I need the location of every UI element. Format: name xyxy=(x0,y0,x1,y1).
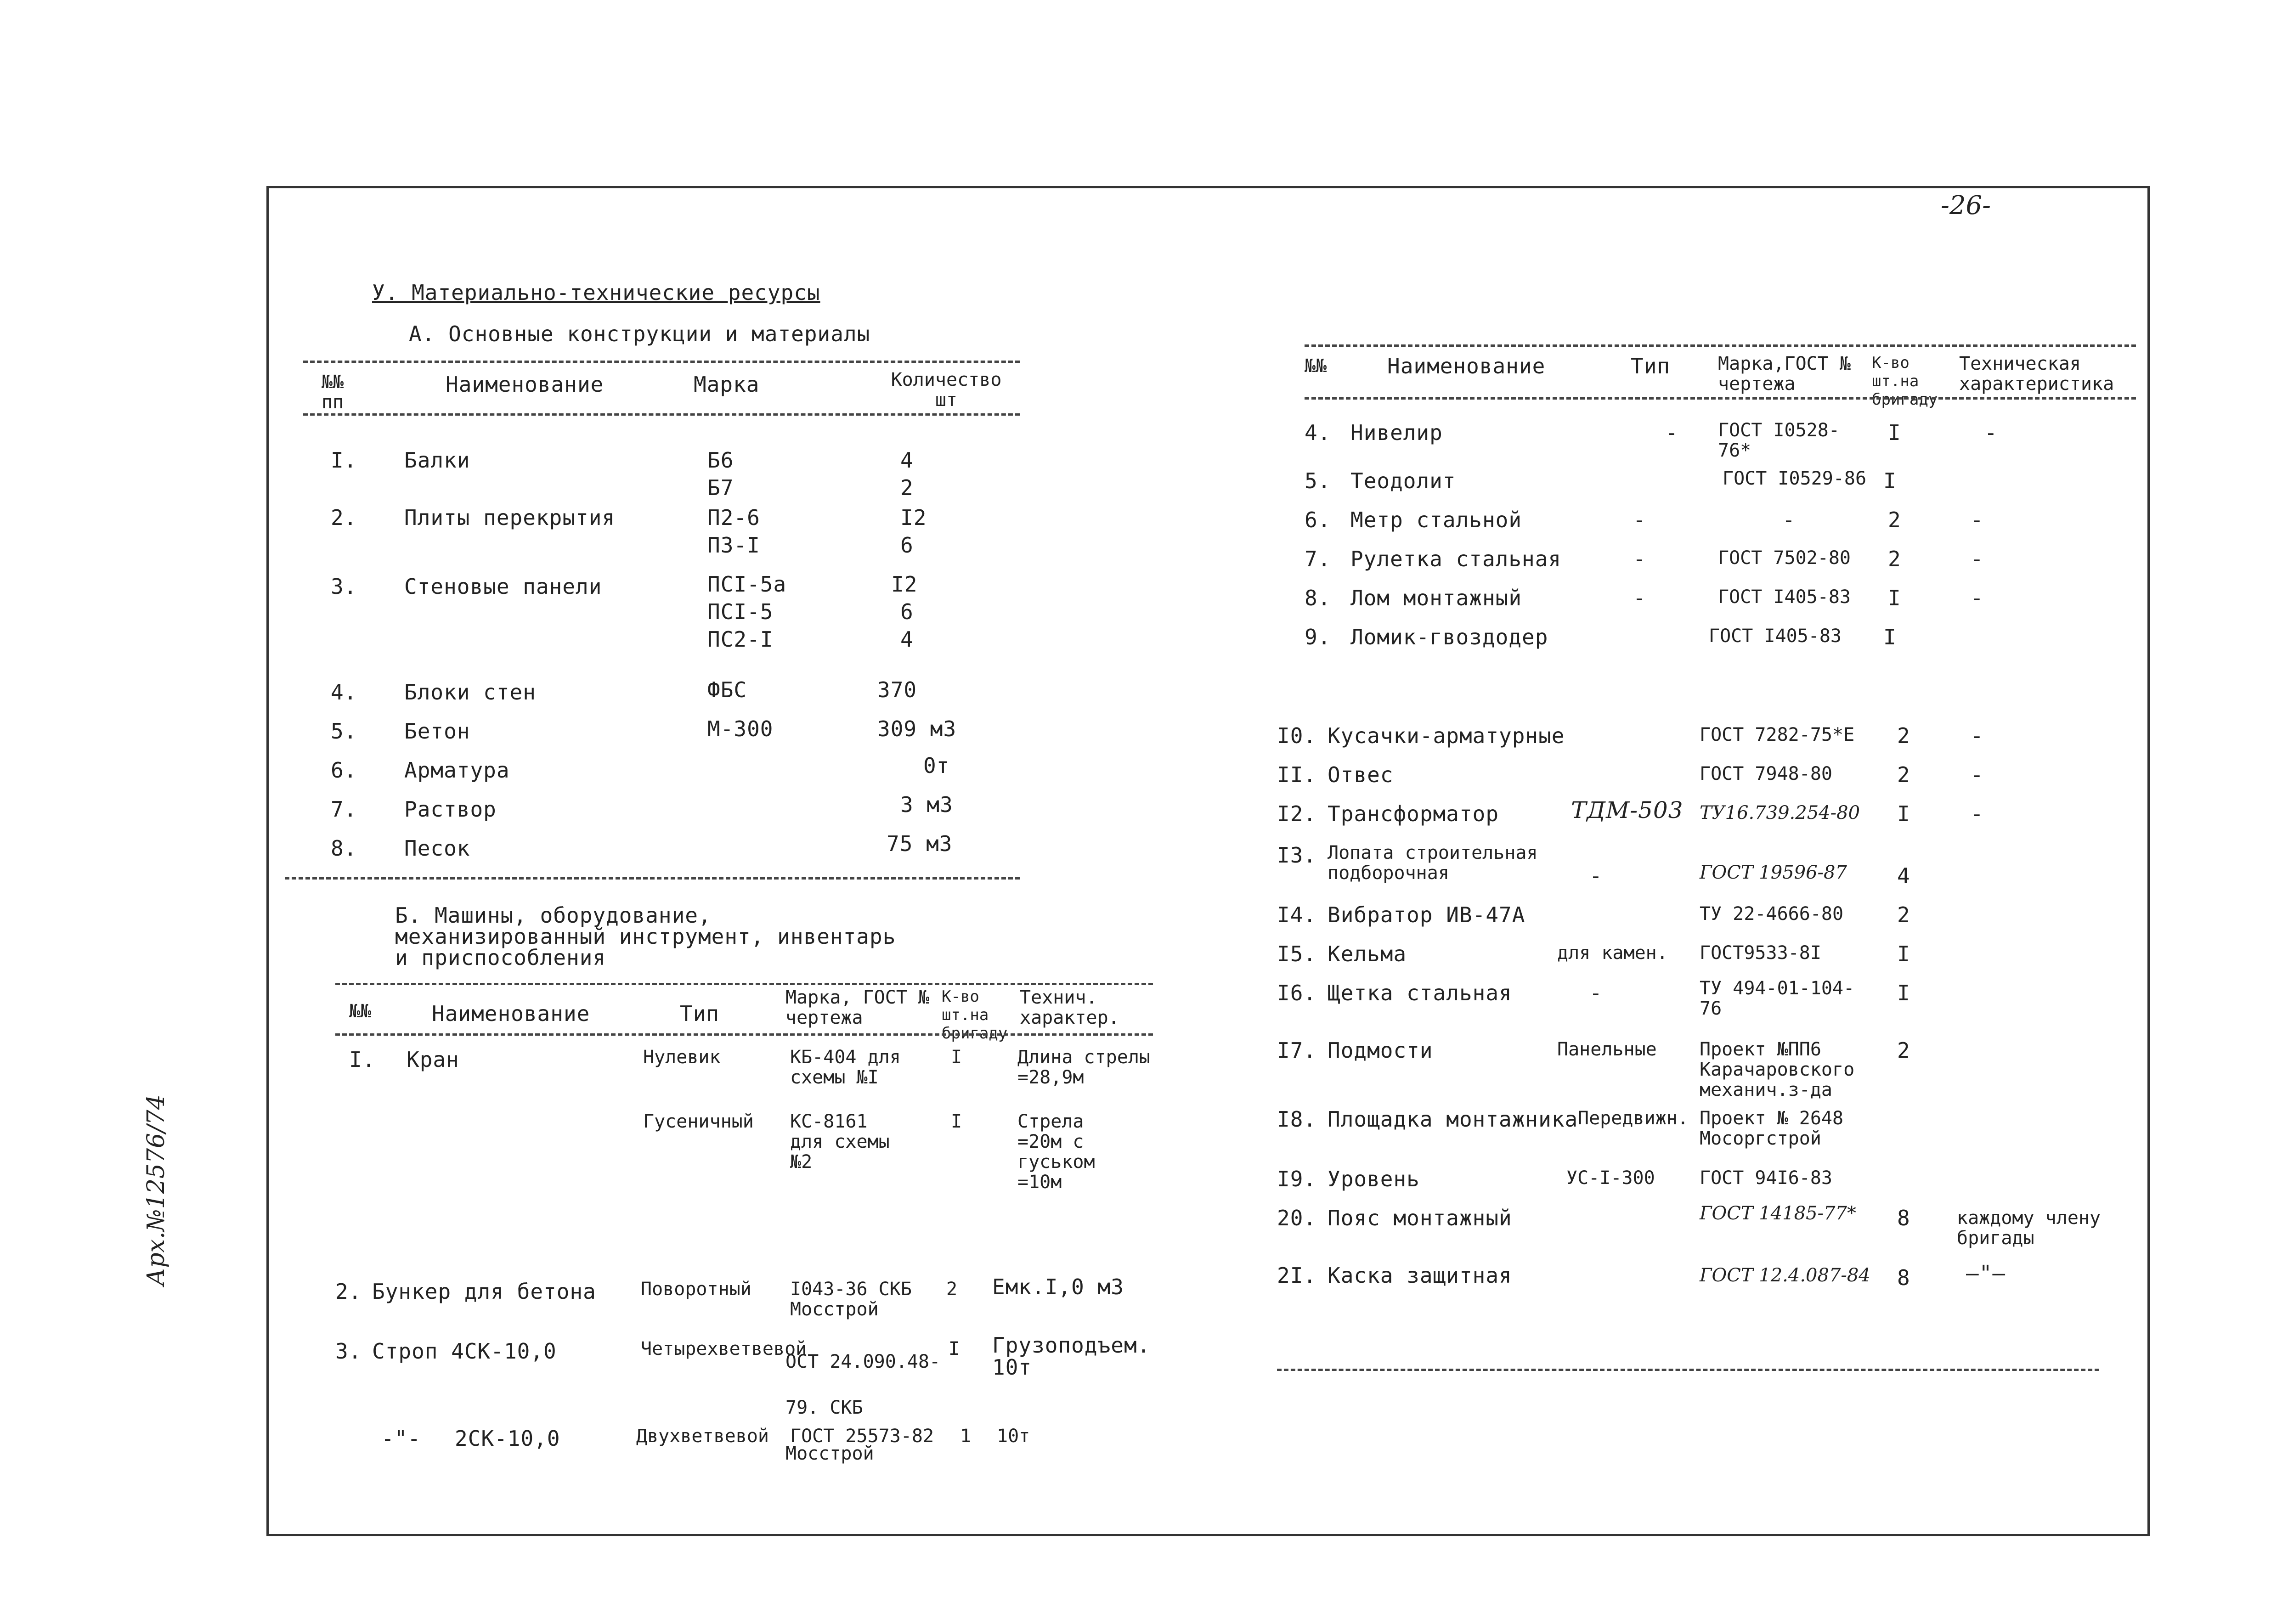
col-header-type: Тип xyxy=(1631,354,1671,378)
table-b-row-num: -"- xyxy=(381,1426,421,1451)
table-b-row-type: Четырехветвевой xyxy=(641,1338,807,1359)
table-c-row-type: - xyxy=(1589,981,1603,1005)
archive-note: Арх.№12576/74 xyxy=(142,1094,170,1286)
frame-bottom-right xyxy=(1603,1534,2147,1536)
table-c-row-mark: ГОСТ I405-83 xyxy=(1718,586,1851,608)
divider xyxy=(285,877,1020,880)
table-c-row-qty: 8 xyxy=(1897,1206,1910,1230)
divider xyxy=(1305,344,2136,347)
table-c-row-type: - xyxy=(1633,547,1646,571)
divider xyxy=(1305,397,2136,400)
table-c-row-num: I4. xyxy=(1277,902,1317,927)
table-a-row-num: 7. xyxy=(331,797,357,822)
col-header-type: Тип xyxy=(680,1001,720,1026)
table-c-row-qty: 4 xyxy=(1897,863,1910,888)
table-c-row-qty: 2 xyxy=(1897,762,1910,787)
table-c-row-name: Щетка стальная xyxy=(1328,981,1512,1005)
table-a-row-num: 4. xyxy=(331,680,357,705)
divider xyxy=(1277,1369,2099,1371)
table-c-row-char: —"— xyxy=(1966,1261,2006,1286)
table-c-row-type: - xyxy=(1589,863,1603,888)
table-a-row-name: Арматура xyxy=(404,758,510,783)
table-c-row-num: I7. xyxy=(1277,1038,1317,1063)
table-c-row-qty: 2 xyxy=(1888,508,1901,532)
table-c-row-name: Трансформатор xyxy=(1328,801,1499,826)
subsection-b-title: Б. Машины, оборудование, механизированный инструмент, инвентарь и приспособления xyxy=(395,903,896,970)
table-c-row-mark: ТУ 494-01-104-76 xyxy=(1700,978,1855,1019)
table-a-row-qty: 75 м3 xyxy=(887,831,953,856)
col-header-num: №№ пп xyxy=(322,372,344,413)
table-a-row-mark: Б6 xyxy=(707,448,734,473)
table-c-row-name: Подмости xyxy=(1328,1038,1433,1063)
table-c-row-name: Метр стальной xyxy=(1350,508,1522,532)
col-header-mark: Марка xyxy=(694,372,760,397)
table-c-row-name: Теодолит xyxy=(1350,468,1456,493)
table-c-row-char: - xyxy=(1984,420,1998,445)
table-c-row-mark: ГОСТ 7282-75*Е xyxy=(1700,724,1855,745)
table-a-row-name: Стеновые панели xyxy=(404,574,602,599)
table-c-row-mark: ГОСТ 14185-77* xyxy=(1700,1203,1856,1224)
table-c-row-mark: ГОСТ 19596-87 xyxy=(1700,862,1847,883)
table-a-row-qty: 6 xyxy=(900,599,914,624)
divider xyxy=(335,1033,1153,1036)
table-c-row-name: Нивелир xyxy=(1350,420,1443,445)
frame-top xyxy=(266,186,2150,188)
table-a-row-num: 6. xyxy=(331,758,357,783)
table-b-row-qty: I xyxy=(951,1111,962,1132)
table-c-row-mark: ГОСТ 7948-80 xyxy=(1700,763,1832,784)
table-a-row-qty: 370 xyxy=(877,677,917,702)
table-c-row-type: - xyxy=(1633,508,1646,532)
table-c-row-name: Каска защитная xyxy=(1328,1263,1512,1288)
table-c-row-num: I6. xyxy=(1277,981,1317,1005)
table-c-row-char: - xyxy=(1971,547,1984,571)
table-c-row-num: 20. xyxy=(1277,1206,1317,1230)
table-c-row-name: Площадка монтажника xyxy=(1328,1107,1578,1132)
table-c-row-name: Отвес xyxy=(1328,762,1394,787)
col-header-qty: К-во шт.на бригаду xyxy=(942,987,1008,1043)
table-c-row-name: Кусачки-арматурные xyxy=(1328,723,1565,748)
table-c-row-num: I9. xyxy=(1277,1167,1317,1191)
table-a-row-qty: 309 м3 xyxy=(877,716,957,741)
table-a-row-name: Бетон xyxy=(404,719,470,744)
table-c-row-qty: I xyxy=(1883,625,1897,649)
table-c-row-qty: 2 xyxy=(1897,723,1910,748)
table-b-row-type: Нулевик xyxy=(643,1047,721,1068)
table-b-row-num: 2. xyxy=(335,1279,362,1304)
table-c-row-qty: I xyxy=(1897,801,1910,826)
table-a-row-name: Плиты перекрытия xyxy=(404,505,616,530)
subsection-a-title: А. Основные конструкции и материалы xyxy=(409,321,870,346)
table-c-row-name: Пояс монтажный xyxy=(1328,1206,1512,1230)
table-b-row-name: Бункер для бетона xyxy=(372,1279,596,1304)
table-c-row-name: Лопата строительная подборочная xyxy=(1328,842,1538,884)
table-c-row-name: Вибратор ИВ-47А xyxy=(1328,902,1525,927)
table-c-row-mark: ТУ 22-4666-80 xyxy=(1700,903,1844,925)
table-a-row-mark: ПС2-I xyxy=(707,627,774,652)
col-header-name: Наименование xyxy=(432,1001,590,1026)
col-header-num: №№ xyxy=(1305,355,1327,377)
table-c-row-type: УС-I-300 xyxy=(1566,1167,1655,1189)
table-a-row-mark: ФБС xyxy=(707,677,747,702)
table-c-row-name: Ломик-гвоздодер xyxy=(1350,625,1548,649)
table-c-row-name: Рулетка стальная xyxy=(1350,547,1562,571)
table-c-row-char: - xyxy=(1971,723,1984,748)
table-c-row-qty: 8 xyxy=(1897,1265,1910,1290)
table-a-row-num: 2. xyxy=(331,505,357,530)
col-header-name: Наименование xyxy=(1387,354,1546,378)
table-a-row-num: 8. xyxy=(331,836,357,861)
col-header-qty: К-во шт.на бригаду xyxy=(1872,354,1938,409)
table-c-row-num: I0. xyxy=(1277,723,1317,748)
table-c-row-num: 7. xyxy=(1305,547,1331,571)
divider xyxy=(335,983,1153,985)
table-b-row-name: Кран xyxy=(407,1047,459,1072)
section-title: У. Материально-технические ресурсы xyxy=(372,280,820,305)
table-c-row-qty: I xyxy=(1897,942,1910,966)
table-c-row-mark: Проект № 2648 Мосоргстрой xyxy=(1700,1108,1844,1149)
table-b-row-type: Гусеничный xyxy=(643,1111,754,1132)
table-b-row-num: I. xyxy=(349,1047,376,1072)
table-a-row-qty: 6 xyxy=(900,533,914,558)
table-c-row-type: Передвижн. xyxy=(1578,1108,1689,1129)
table-b-row-qty: I xyxy=(951,1047,962,1068)
table-c-row-mark: ГОСТ 12.4.087-84 xyxy=(1700,1265,1870,1286)
table-c-row-type: - xyxy=(1633,586,1646,610)
col-header-char: Технич. характер. xyxy=(1020,987,1119,1028)
table-c-row-mark: ГОСТ I405-83 xyxy=(1709,626,1842,647)
table-b-row-type: Поворотный xyxy=(641,1279,751,1300)
table-c-row-type: ТДМ-503 xyxy=(1571,797,1684,823)
table-a-row-qty: 4 xyxy=(900,627,914,652)
table-c-row-num: I5. xyxy=(1277,942,1317,966)
table-a-row-name: Раствор xyxy=(404,797,497,822)
table-a-row-name: Песок xyxy=(404,836,470,861)
divider xyxy=(303,361,1020,363)
table-c-row-num: 9. xyxy=(1305,625,1331,649)
table-a-row-mark: П3-I xyxy=(707,533,760,558)
table-a-row-qty: I2 xyxy=(900,505,927,530)
frame-bottom xyxy=(266,1534,1700,1536)
table-c-row-mark: ГОСТ 94I6-83 xyxy=(1700,1167,1832,1189)
table-c-row-mark: Проект №ПП6 Карачаровского механич.з-да xyxy=(1700,1039,1855,1100)
table-a-row-qty: 0т xyxy=(923,753,950,778)
col-header-mark: Марка, ГОСТ № чертежа xyxy=(785,987,930,1028)
table-b-row-name: Строп 4СК-10,0 xyxy=(372,1339,557,1364)
table-c-row-mark: ГОСТ I0529-86 xyxy=(1723,468,1867,489)
table-c-row-mark: ГОСТ 7502-80 xyxy=(1718,547,1851,569)
table-c-row-mark: ГОСТ I0528-76* xyxy=(1718,420,1840,461)
table-a-row-mark: М-300 xyxy=(707,716,774,741)
col-header-qty: Количество шт xyxy=(891,369,1002,411)
table-b-row-qty: 1 xyxy=(960,1426,972,1447)
table-a-row-num: I. xyxy=(331,448,357,473)
table-c-row-qty: I xyxy=(1888,420,1901,445)
table-b-row-name: 2СК-10,0 xyxy=(455,1426,560,1451)
table-c-row-char: - xyxy=(1971,508,1984,532)
table-c-row-qty: 2 xyxy=(1897,902,1910,927)
table-c-row-num: I8. xyxy=(1277,1107,1317,1132)
table-b-row-char: Емк.I,0 м3 xyxy=(992,1274,1124,1299)
table-c-row-char: - xyxy=(1971,762,1984,787)
table-a-row-name: Балки xyxy=(404,448,470,473)
table-c-row-num: 8. xyxy=(1305,586,1331,610)
table-c-row-mark: - xyxy=(1782,508,1796,532)
table-a-row-qty: 2 xyxy=(900,475,914,500)
divider xyxy=(303,413,1020,416)
table-c-row-type: Панельные xyxy=(1557,1039,1657,1060)
table-c-row-char: - xyxy=(1971,586,1984,610)
table-c-row-name: Уровень xyxy=(1328,1167,1420,1191)
table-c-row-qty: 2 xyxy=(1897,1038,1910,1063)
col-header-char: Техническая характеристика xyxy=(1959,353,2114,395)
frame-right xyxy=(2147,186,2150,1536)
table-c-row-qty: 2 xyxy=(1888,547,1901,571)
table-a-row-mark: ПСI-5 xyxy=(707,599,774,624)
table-a-row-name: Блоки стен xyxy=(404,680,536,705)
table-a-row-qty: I2 xyxy=(891,572,918,597)
table-c-row-num: I2. xyxy=(1277,801,1317,826)
table-c-row-qty: I xyxy=(1897,981,1910,1005)
table-a-row-mark: Б7 xyxy=(707,475,734,500)
table-b-row-num: 3. xyxy=(335,1339,362,1364)
table-c-row-num: 2I. xyxy=(1277,1263,1317,1288)
table-b-row-qty: I xyxy=(949,1338,960,1359)
table-c-row-num: I3. xyxy=(1277,843,1317,868)
table-a-row-mark: П2-6 xyxy=(707,505,760,530)
table-b-row-mark: ОСТ 24.090.48-79. СКБ Мосстрой xyxy=(785,1351,941,1464)
table-b-row-char: Длина стрелы =28,9м xyxy=(1017,1047,1150,1088)
table-a-row-num: 5. xyxy=(331,719,357,744)
table-b-row-mark: I043-36 СКБ Мосстрой xyxy=(790,1279,912,1320)
table-c-row-char: каждому члену бригады xyxy=(1957,1207,2101,1249)
table-b-row-mark: КБ-404 для схемы №I xyxy=(790,1047,901,1088)
table-a-row-qty: 3 м3 xyxy=(900,792,953,817)
table-c-row-num: II. xyxy=(1277,762,1317,787)
table-b-row-type: Двухветвевой xyxy=(636,1426,769,1447)
table-b-row-char: Стрела =20м с гуськом =10м xyxy=(1017,1111,1095,1193)
page-number: -26- xyxy=(1941,191,1991,220)
table-b-row-char: 10т xyxy=(997,1426,1030,1447)
table-b-row-char: Грузоподъем. 10т xyxy=(992,1333,1151,1380)
col-header-name: Наименование xyxy=(446,372,604,397)
table-b-row-mark: ГОСТ 25573-82 xyxy=(790,1426,934,1447)
table-b-row-mark: КС-8161 для схемы №2 xyxy=(790,1111,890,1173)
table-a-row-mark: ПСI-5а xyxy=(707,572,787,597)
table-c-row-qty: I xyxy=(1888,586,1901,610)
table-c-row-char: - xyxy=(1971,801,1984,826)
table-c-row-name: Лом монтажный xyxy=(1350,586,1522,610)
table-a-row-num: 3. xyxy=(331,574,357,599)
table-c-row-type: для камен. xyxy=(1557,942,1668,964)
table-c-row-type: - xyxy=(1665,420,1678,445)
table-b-row-qty: 2 xyxy=(946,1279,958,1300)
table-c-row-mark: ТУ16.739.254-80 xyxy=(1700,802,1860,823)
table-c-row-num: 6. xyxy=(1305,508,1331,532)
table-c-row-name: Кельма xyxy=(1328,942,1407,966)
col-header-num: №№ xyxy=(349,1001,372,1022)
table-c-row-num: 4. xyxy=(1305,420,1331,445)
table-c-row-num: 5. xyxy=(1305,468,1331,493)
frame-left xyxy=(266,186,269,1536)
table-c-row-mark: ГОСТ9533-8I xyxy=(1700,942,1821,964)
table-c-row-qty: I xyxy=(1883,468,1897,493)
table-a-row-qty: 4 xyxy=(900,448,914,473)
col-header-mark: Марка,ГОСТ № чертежа xyxy=(1718,353,1851,395)
